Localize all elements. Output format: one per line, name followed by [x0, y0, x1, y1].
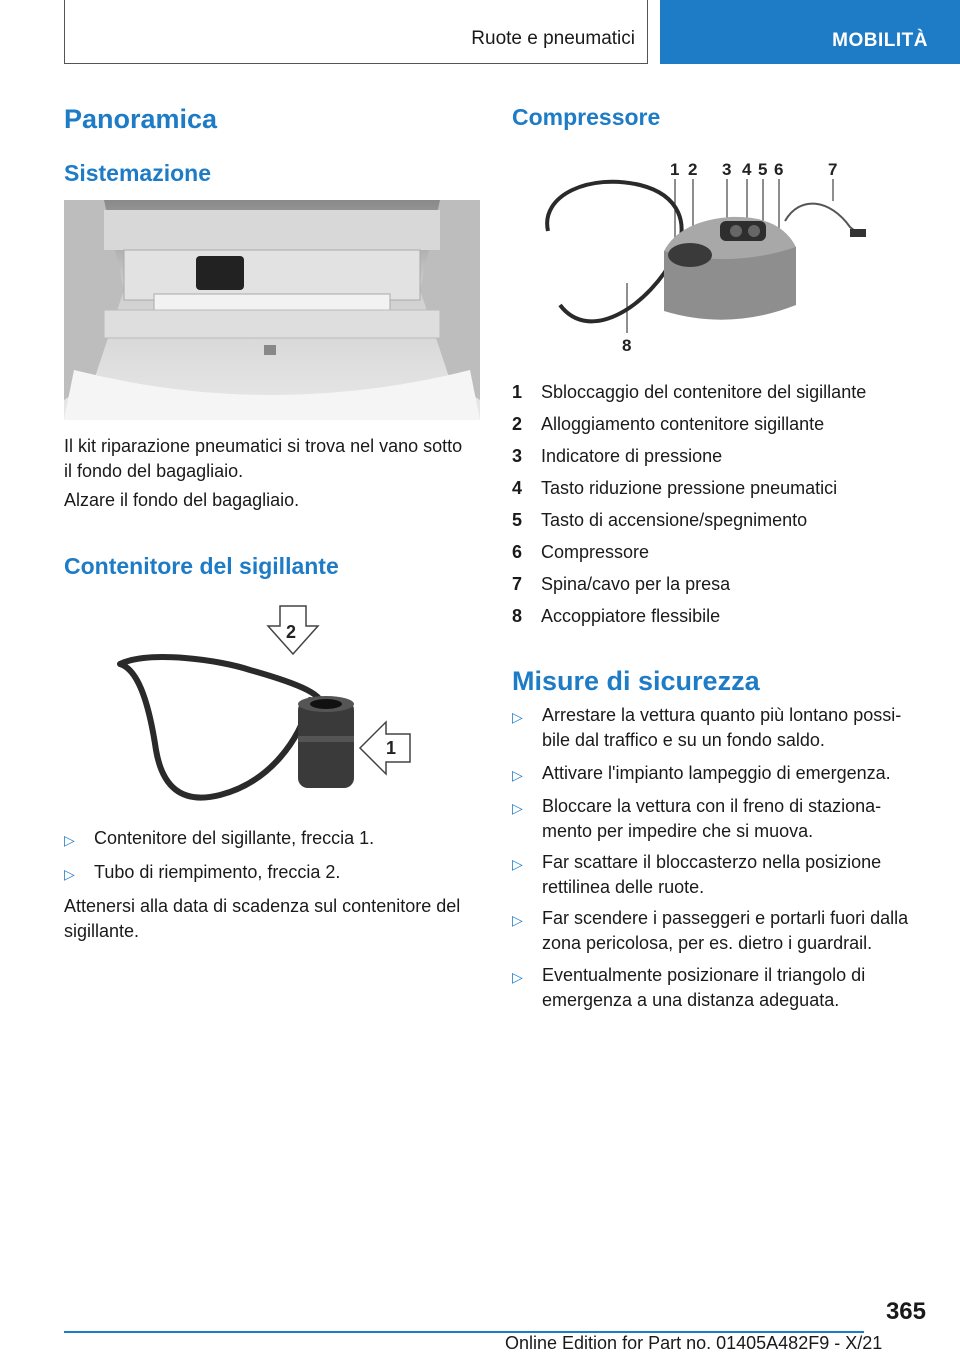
- page-title: Panoramica: [64, 104, 218, 134]
- figure-label-7: 7: [828, 160, 838, 179]
- figure-label-1: 1: [670, 160, 680, 179]
- section-title: Ruote e pneumatici: [471, 28, 635, 49]
- triangle-bullet-icon: ▷: [512, 912, 523, 928]
- list-item: 1 Sbloccaggio del contenitore del sigillante: [512, 382, 867, 402]
- list-item: ▷ Far scattare il bloccasterzo nella posizione rettilinea delle ruote.: [512, 850, 932, 900]
- heading-sealant-container: Contenitore del sigillante: [64, 553, 339, 579]
- list-item: ▷ Attivare l'impianto lampeggio di emergenza.: [512, 761, 932, 788]
- figure-label-5: 5: [758, 160, 768, 179]
- page-number: 365: [885, 1298, 926, 1325]
- heading-compressor: Compressore: [512, 104, 661, 130]
- list-item: ▷ Arrestare la vettura quanto più lontano possi- bile dal traffico e su un fondo saldo.: [512, 703, 932, 753]
- triangle-bullet-icon: ▷: [64, 832, 75, 848]
- figure-label-6: 6: [774, 160, 784, 179]
- figure-label-8: 8: [622, 336, 632, 355]
- list-item: ▷ Bloccare la vettura con il freno di staziona- mento per impedire che si muova.: [512, 794, 932, 844]
- list-item: 6 Compressore: [512, 542, 650, 562]
- list-item: 4 Tasto riduzione pressione pneumatici: [512, 478, 838, 498]
- figure-label-4: 4: [742, 160, 752, 179]
- list-item: 3 Indicatore di pressione: [512, 446, 723, 466]
- list-item: 7 Spina/cavo per la presa: [512, 574, 731, 594]
- triangle-bullet-icon: ▷: [512, 856, 523, 872]
- triangle-bullet-icon: ▷: [512, 800, 523, 816]
- arrow-label-1: 1: [386, 738, 397, 758]
- list-item: ▷ Far scendere i passeggeri e portarli fuori dalla zona pericolosa, per es. dietro i guardrail.: [512, 906, 932, 956]
- compressor-figure: [530, 155, 870, 355]
- sealant-container-figure: [110, 600, 420, 810]
- paragraph-expiry: Attenersi alla data di scadenza sul contenitore del sigillante.: [64, 896, 461, 941]
- footer-edition-text: Online Edition for Part no. 01405A482F9 - X/21: [505, 1333, 883, 1353]
- list-item: 5 Tasto di accensione/spegnimento: [512, 510, 808, 530]
- list-item: ▷ Eventualmente posizionare il triangolo di emergenza a una distanza adeguata.: [512, 963, 932, 1013]
- triangle-bullet-icon: ▷: [512, 709, 523, 725]
- figure-label-2: 2: [688, 160, 698, 179]
- triangle-bullet-icon: ▷: [512, 969, 523, 985]
- heading-safety: Misure di sicurezza: [512, 666, 760, 696]
- trunk-photo: [64, 200, 480, 420]
- figure-label-3: 3: [722, 160, 732, 179]
- chapter-tab: [660, 0, 960, 64]
- subtitle-sistemazione: Sistemazione: [64, 160, 211, 186]
- chapter-title: MOBILITÀ: [832, 30, 928, 51]
- header-bar: [64, 0, 648, 64]
- triangle-bullet-icon: ▷: [512, 767, 523, 783]
- list-item: ▷ Contenitore del sigillante, freccia 1.: [64, 826, 474, 853]
- list-item: 8 Accoppiatore flessibile: [512, 606, 721, 626]
- arrow-label-2: 2: [286, 622, 297, 642]
- paragraph-lift-floor: Alzare il fondo del bagagliaio.: [64, 490, 300, 510]
- paragraph-location: Il kit riparazione pneumatici si trova nel vano sotto il fondo del bagagliaio.: [64, 436, 463, 481]
- list-item: ▷ Tubo di riempimento, freccia 2.: [64, 860, 474, 887]
- triangle-bullet-icon: ▷: [64, 866, 75, 882]
- list-item: 2 Alloggiamento contenitore sigillante: [512, 414, 825, 434]
